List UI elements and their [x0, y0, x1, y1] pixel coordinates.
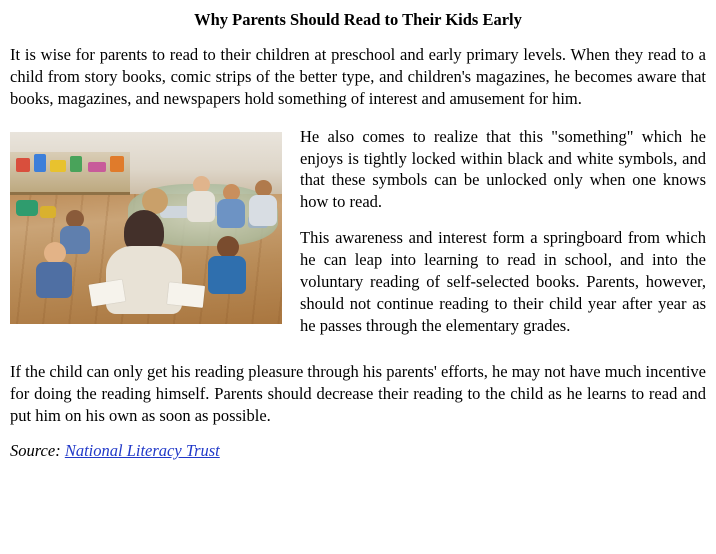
- photo-child: [216, 184, 246, 228]
- photo-toy: [34, 154, 46, 172]
- classroom-photo: [10, 132, 282, 324]
- photo-toy: [16, 158, 30, 172]
- photo-paper: [167, 282, 205, 308]
- page-title: Why Parents Should Read to Their Kids Early: [194, 10, 522, 29]
- photo-child: [248, 180, 278, 226]
- photo-toy: [50, 160, 66, 172]
- photo-toy: [110, 156, 124, 172]
- source-link[interactable]: National Literacy Trust: [64, 440, 220, 460]
- photo-toy: [40, 206, 56, 218]
- paragraph-intro: It is wise for parents to read to their children at preschool and early primary levels. When they read to a child from story books, comic strips of the better type, and children's magazines, he becomes aware that books, magazines, and newspapers hold something of interest and amusement for him.: [10, 44, 706, 108]
- image-text-block: [10, 126, 706, 351]
- paragraph-right-first: He also comes to realize that this "something" which he enjoys is tightly locked within black and white symbols, and that these symbols can be unlocked only when one knows how to read.: [300, 126, 706, 212]
- photo-paper: [88, 279, 125, 306]
- photo-toy: [70, 156, 82, 172]
- source-label: Source:: [10, 440, 61, 460]
- photo-toy: [88, 162, 106, 172]
- source-line: [10, 441, 706, 461]
- photo-child: [186, 176, 216, 222]
- photo-child: [206, 236, 248, 294]
- paragraph-closing: If the child can only get his reading pleasure through his parents' efforts, he may not have much incentive for doing the reading himself. Parents should decrease their reading to the child as he learns to read and put him on his own as soon as possible.: [10, 362, 706, 425]
- photo-child: [34, 242, 74, 298]
- paragraph-right-second: This awareness and interest form a springboard from which he can leap into learning to read in school, and into the voluntary reading of self-selected books. Parents, however, should not continue reading to their child year after year as he passes through the elementary grades.: [300, 228, 706, 336]
- photo-toy: [16, 200, 38, 216]
